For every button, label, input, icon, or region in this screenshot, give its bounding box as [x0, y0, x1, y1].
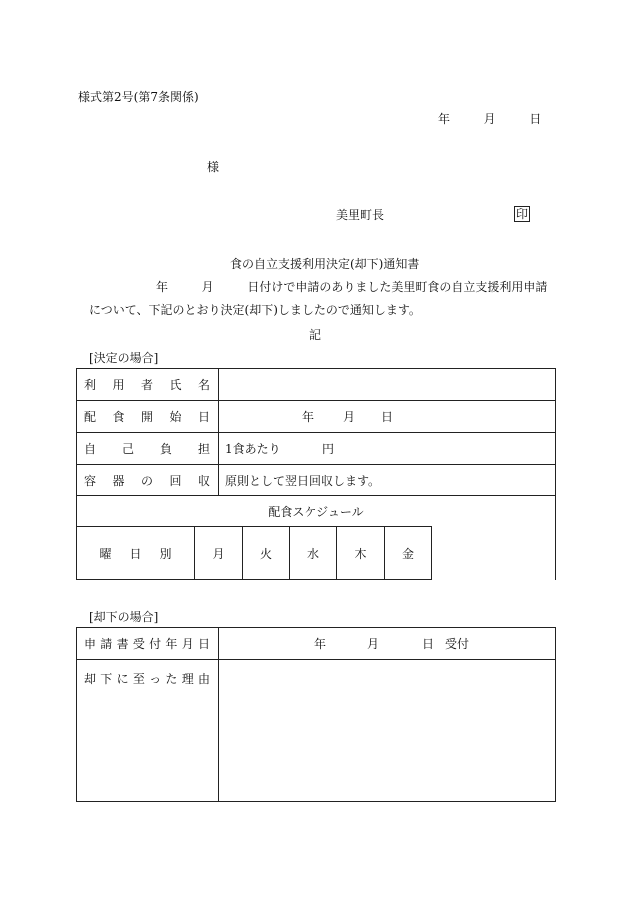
seal-mark: 印: [516, 207, 529, 221]
header-date-month: 月: [483, 112, 496, 126]
row-receipt-date-label: 申 請 書 受 付 年 月 日: [84, 637, 210, 651]
header-date-year: 年: [438, 112, 451, 126]
schedule-title: 配食スケジュール: [268, 504, 364, 519]
copay-unit: 円: [322, 442, 335, 456]
document-title: 食の自立支援利用決定(却下)通知書: [230, 257, 420, 271]
rejection-heading: [却下の場合]: [89, 610, 159, 624]
body-month: 月: [201, 280, 214, 294]
receipt-year: 年: [314, 637, 327, 651]
receipt-date-field[interactable]: [219, 628, 555, 659]
container-field: [219, 465, 555, 495]
schedule-label: 曜 日 別: [99, 546, 172, 561]
weekday-mon[interactable]: 月: [212, 546, 225, 561]
weekday-thu[interactable]: 木: [354, 546, 367, 561]
ki-label: 記: [309, 328, 322, 342]
row-start-date-label: 配 食 開 始 日: [84, 410, 210, 424]
start-date-month: 月: [343, 410, 356, 424]
header-date: [438, 110, 541, 127]
weekday-fri[interactable]: 金: [401, 546, 414, 561]
issuer-name: 美里町長: [336, 208, 385, 222]
receipt-day: 日: [422, 637, 435, 651]
form-number: 様式第2号(第7条関係): [78, 90, 199, 104]
receipt-month: 月: [367, 637, 380, 651]
row-user-name-label: 利 用 者 氏 名: [84, 378, 210, 392]
body-line-2: について、下記のとおり決定(却下)しましたので通知します。: [89, 303, 421, 317]
body-line-1-rest: 日付けで申請のありました美里町食の自立支援利用申請: [247, 280, 548, 294]
receipt-suffix: 受付: [445, 637, 470, 651]
user-name-field[interactable]: [219, 369, 555, 400]
start-date-day: 日: [381, 410, 394, 424]
weekday-tue[interactable]: 火: [259, 546, 272, 561]
addressee-suffix: 様: [207, 160, 220, 174]
body-year: 年: [156, 280, 169, 294]
copay-prefix: 1食あたり: [225, 442, 281, 456]
row-copay-label: 自 己 負 担: [84, 442, 210, 456]
copay-field[interactable]: [219, 433, 555, 464]
header-date-day: 日: [529, 112, 542, 126]
start-date-year: 年: [302, 410, 315, 424]
row-container-label: 容 器 の 回 収: [84, 473, 210, 488]
row-rejection-reason-label: 却 下 に 至 っ た 理 由: [84, 671, 210, 686]
container-text: 原則として翌日回収します。: [225, 473, 381, 488]
rejection-reason-field[interactable]: [219, 660, 555, 801]
weekday-wed[interactable]: 水: [306, 546, 319, 561]
approval-heading: [決定の場合]: [89, 351, 159, 365]
body-line-1: [156, 278, 547, 295]
start-date-field[interactable]: [219, 401, 555, 432]
